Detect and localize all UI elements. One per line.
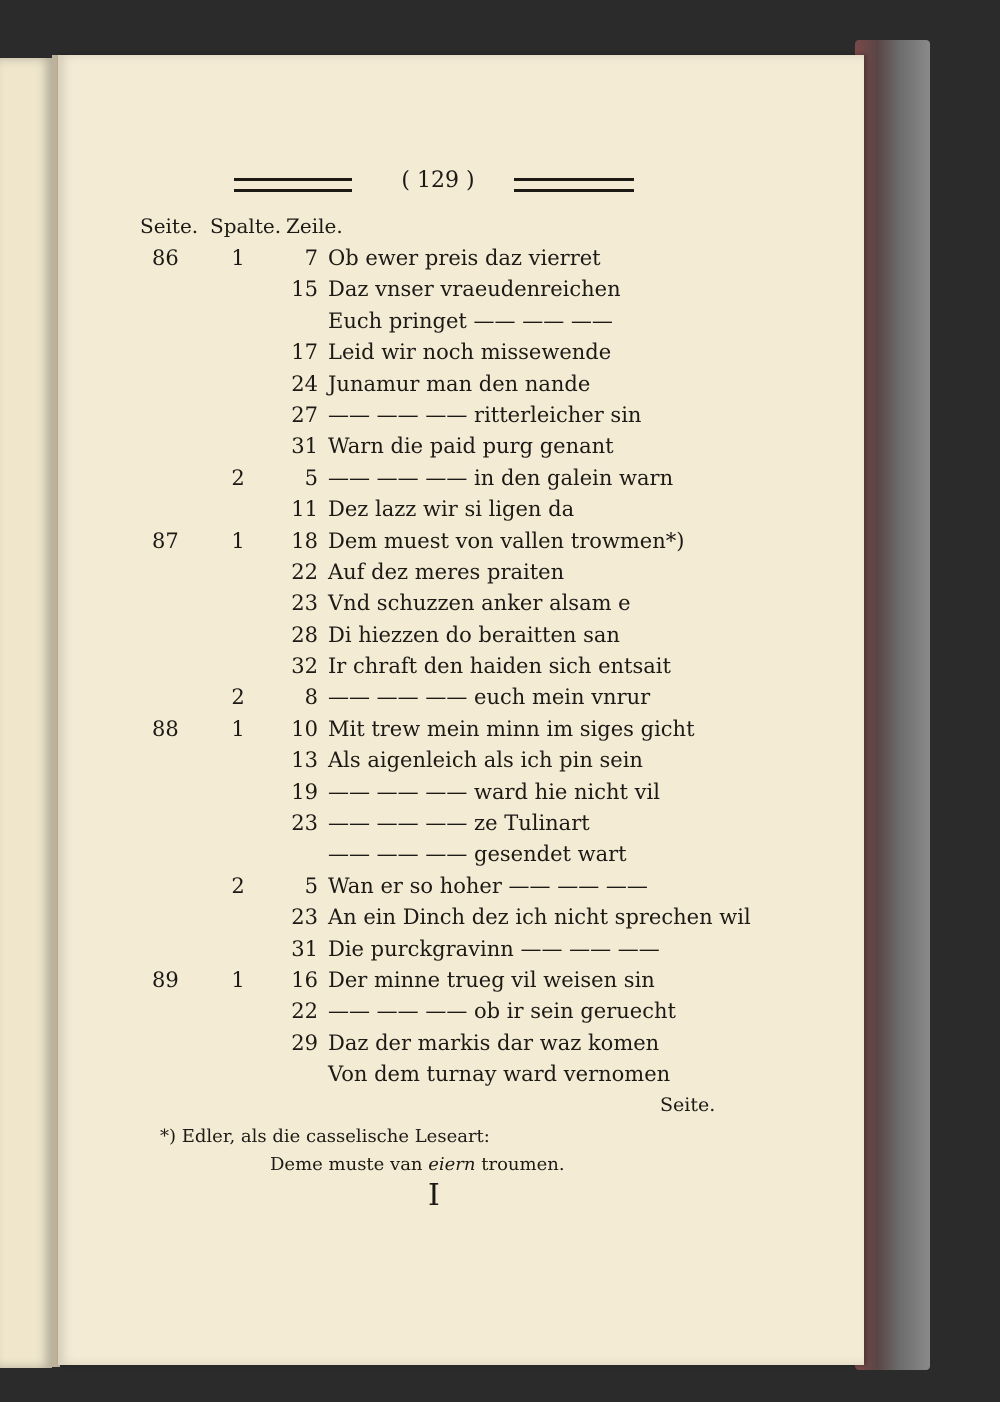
table-row [0, 370, 1000, 401]
table-row [0, 338, 1000, 369]
catchword: Seite. [660, 1094, 716, 1116]
table-row [0, 589, 1000, 620]
footnote-line-1: *) Edler, als die casselische Leseart: [160, 1126, 490, 1147]
cell-text: Der minne trueg vil weisen sin [328, 967, 655, 992]
cell-spalte: 1 [231, 967, 245, 992]
cell-text: —— —— —— euch mein vnrur [328, 685, 651, 710]
table-row [0, 558, 1000, 589]
cell-text: Auf dez meres praiten [328, 559, 565, 584]
table-row [0, 715, 1000, 746]
table-row [0, 840, 1000, 871]
cell-text: Di hiezzen do beraitten san [328, 622, 620, 647]
col-header-spalte: Spalte. [210, 214, 282, 238]
cell-zeile: 5 [304, 873, 318, 898]
cell-spalte: 1 [231, 528, 245, 553]
cell-spalte: 1 [231, 246, 245, 270]
cell-text: Daz vnser vraeudenreichen [328, 277, 621, 302]
cell-zeile: 22 [291, 559, 318, 584]
cell-text: Die purckgravinn —— —— —— [328, 936, 660, 961]
table-row [0, 307, 1000, 338]
cell-zeile: 7 [304, 246, 318, 270]
cell-seite: 88 [152, 716, 179, 741]
table-row [0, 809, 1000, 840]
cell-zeile: 15 [291, 277, 318, 302]
cell-text: Mit trew mein minn im siges gicht [328, 716, 695, 741]
cell-seite: 87 [152, 528, 179, 553]
cell-zeile: 23 [291, 905, 318, 930]
footnote-text-a: Deme muste van [270, 1154, 429, 1175]
page-header [58, 170, 864, 200]
cell-text: Warn die paid purg genant [328, 434, 614, 459]
cell-text: Junamur man den nande [328, 371, 591, 396]
table-row [0, 997, 1000, 1028]
table-row [0, 966, 1000, 997]
cell-text: Leid wir noch missewende [328, 340, 612, 365]
cell-text: —— —— —— ze Tulinart [328, 811, 590, 836]
table-row [0, 683, 1000, 714]
table-row [0, 903, 1000, 934]
cell-text: —— —— —— ritterleicher sin [328, 402, 642, 427]
errata-table [0, 244, 1000, 1092]
footnote-text-b: troumen. [475, 1154, 565, 1175]
footnote-text-italic: eiern [428, 1154, 476, 1175]
cell-seite: 86 [152, 246, 179, 270]
cell-spalte: 1 [231, 716, 245, 741]
cell-text: Vnd schuzzen anker alsam e [328, 591, 631, 616]
cell-text: An ein Dinch dez ich nicht sprechen wil [328, 905, 751, 930]
cell-text: —— —— —— ob ir sein geruecht [328, 999, 676, 1024]
footnote-line-2 [270, 1154, 565, 1175]
table-row [0, 495, 1000, 526]
cell-zeile: 23 [291, 811, 318, 836]
cell-zeile: 22 [291, 999, 318, 1024]
table-row [0, 275, 1000, 306]
cell-text: —— —— —— ward hie nicht vil [328, 779, 660, 804]
header-rule-right [514, 178, 634, 192]
page-number: ( 129 ) [401, 168, 475, 193]
cell-zeile: 16 [291, 967, 318, 992]
cell-text: Daz der markis dar waz komen [328, 1030, 660, 1055]
table-row [0, 621, 1000, 652]
cell-zeile: 8 [304, 685, 318, 710]
table-row [0, 935, 1000, 966]
table-row [0, 432, 1000, 463]
cell-text: —— —— —— in den galein warn [328, 465, 674, 490]
cell-zeile: 24 [291, 371, 318, 396]
cell-zeile: 29 [291, 1030, 318, 1055]
cell-text: Von dem turnay ward vernomen [328, 1062, 671, 1087]
cell-text: Dem muest von vallen trowmen*) [328, 528, 685, 553]
table-row [0, 778, 1000, 809]
table-row [0, 1060, 1000, 1091]
column-headers [140, 214, 540, 244]
cell-zeile: 32 [291, 654, 318, 679]
table-row [0, 746, 1000, 777]
signature-mark: I [428, 1178, 440, 1213]
cell-text: Dez lazz wir si ligen da [328, 497, 575, 522]
cell-text: —— —— —— gesendet wart [328, 842, 627, 867]
cell-zeile: 31 [291, 434, 318, 459]
cell-zeile: 5 [304, 465, 318, 490]
col-header-seite: Seite. [140, 214, 199, 238]
cell-zeile: 28 [291, 622, 318, 647]
cell-zeile: 13 [291, 748, 318, 773]
cell-text: Wan er so hoher —— —— —— [328, 873, 648, 898]
table-row [0, 464, 1000, 495]
cell-zeile: 23 [291, 591, 318, 616]
cell-spalte: 2 [231, 465, 245, 490]
col-header-zeile: Zeile. [286, 214, 343, 238]
cell-zeile: 11 [291, 497, 318, 522]
table-row [0, 872, 1000, 903]
cell-zeile: 10 [291, 716, 318, 741]
cell-zeile: 31 [291, 936, 318, 961]
header-rule-left [234, 178, 352, 192]
cell-text: Ir chraft den haiden sich entsait [328, 654, 671, 679]
table-row [0, 401, 1000, 432]
cell-spalte: 2 [231, 873, 245, 898]
table-row [0, 652, 1000, 683]
cell-text: Ob ewer preis daz vierret [328, 246, 601, 270]
cell-zeile: 19 [291, 779, 318, 804]
table-row [0, 244, 1000, 275]
table-row [0, 1029, 1000, 1060]
cell-zeile: 27 [291, 402, 318, 427]
cell-zeile: 18 [291, 528, 318, 553]
cell-text: Als aigenleich als ich pin sein [328, 748, 643, 773]
cell-seite: 89 [152, 967, 179, 992]
cell-zeile: 17 [291, 340, 318, 365]
cell-text: Euch pringet —— —— —— [328, 308, 613, 333]
table-row [0, 527, 1000, 558]
cell-spalte: 2 [231, 685, 245, 710]
